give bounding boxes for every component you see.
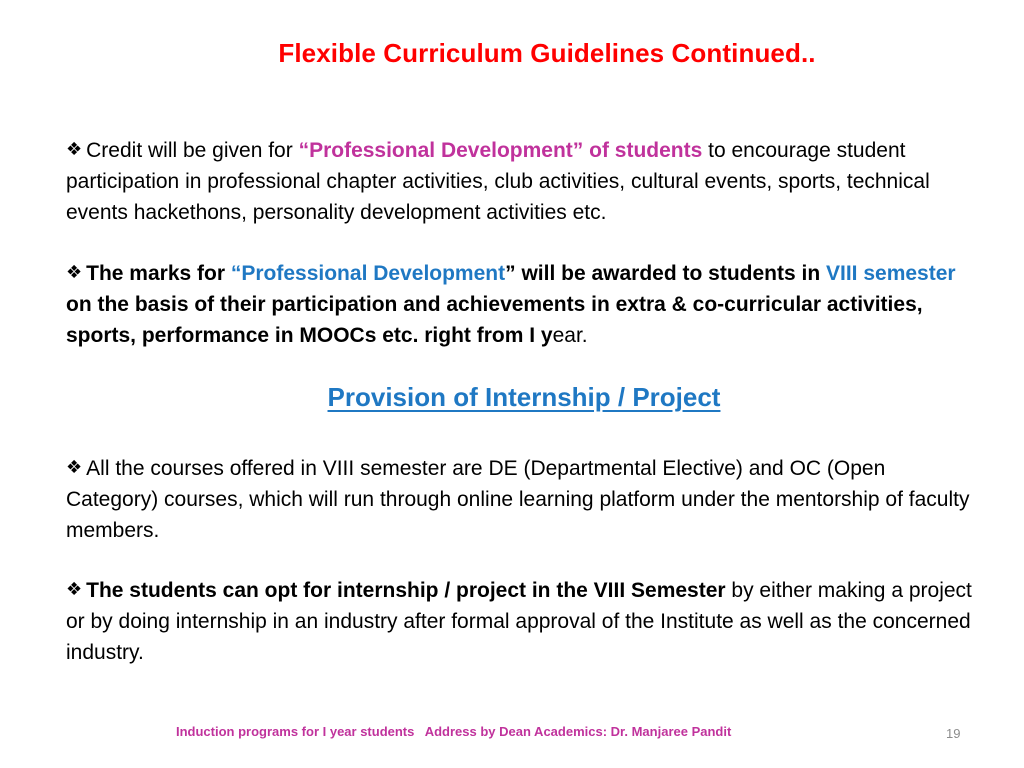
text-run: Credit will be given for [86,139,299,162]
text-run: to encourage student participation in professional chapter activities, club activities, cultural events, sports, technical events hackethons, personality development activities etc. [66,139,930,224]
diamond-bullet-icon: ❖ [66,579,83,599]
highlight-professional-development: “Professional Development” of students [298,139,703,162]
bullet-paragraph-internship [66,574,976,668]
text-run: by either making a project or by doing internship in an industry after formal approval of the Institute as well as the concerned industry. [66,579,972,664]
highlight-viii-semester: VIII semester [826,262,956,285]
section-heading-internship: Provision of Internship / Project [327,382,721,412]
slide-title: Flexible Curriculum Guidelines Continued.. [278,38,816,68]
diamond-bullet-icon: ❖ [66,262,83,282]
text-run: ear. [552,324,588,347]
bullet-paragraph-marks [66,257,976,351]
bullet-paragraph-credit [66,134,976,228]
page-number: 19 [946,726,961,741]
highlight-professional-development: “Professional Development [230,262,506,285]
text-run: The marks for [86,262,231,285]
text-run: ” will be awarded to students in [505,262,826,285]
bullet-paragraph-courses [66,452,976,546]
diamond-bullet-icon: ❖ [66,457,83,477]
text-run: on the basis of their participation and achievements in extra & co-curricular activities, sports, performance in MOOCs etc. right from I y [66,293,923,347]
text-run-bold: The students can opt for internship / project in the VIII Semester [86,579,726,602]
text-run: All the courses offered in VIII semester are DE (Departmental Elective) and OC (Open Category) courses, which will run through online learning platform under the mentorship of faculty members. [66,457,970,542]
diamond-bullet-icon: ❖ [66,139,83,159]
slide-footer: Induction programs for I year students Address by Dean Academics: Dr. Manjaree Pandit [176,724,732,739]
